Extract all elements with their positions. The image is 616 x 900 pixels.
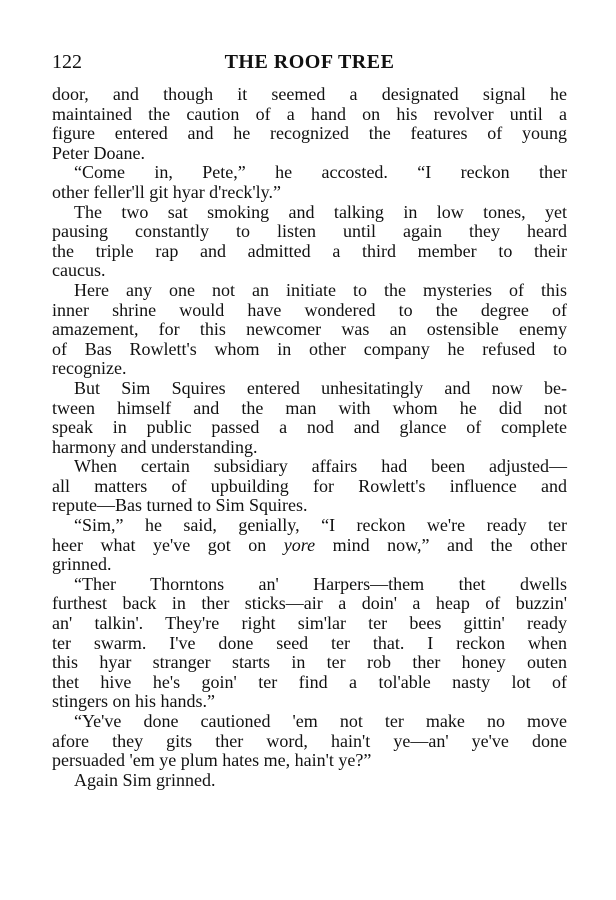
text-line: amazement, for this newcomer was an ostensible enemy [52, 319, 567, 340]
book-page [52, 47, 567, 790]
text-line: recognize. [52, 358, 127, 379]
paragraph [52, 771, 567, 791]
text-line: tween himself and the man with whom he did not [52, 397, 567, 418]
text-line: persuaded 'em ye plum hates me, hain't ye?” [52, 750, 372, 771]
paragraph [52, 203, 567, 281]
text-line: Peter Doane. [52, 142, 145, 163]
text-line: door, and though it seemed a designated signal he [52, 84, 567, 104]
text-line: of Bas Rowlett's whom in other company he refused to [52, 338, 567, 359]
text-line: ter swarm. I've done seed ter that. I reckon when [52, 632, 567, 653]
text-line: Here any one not an initiate to the mysteries of this [74, 279, 567, 300]
text-segment: mind now,” and the other [315, 534, 567, 555]
paragraph [52, 379, 567, 457]
text-line: thet hive he's goin' ter find a tol'able nasty lot of [52, 671, 567, 692]
text-line: stingers on his hands.” [52, 691, 215, 712]
text-line: “Come in, Pete,” he accosted. “I reckon ther [74, 162, 567, 183]
paragraph [52, 516, 567, 575]
text-line: The two sat smoking and talking in low tones, yet [74, 201, 567, 222]
text-line: grinned. [52, 554, 112, 575]
paragraph [52, 163, 567, 202]
text-line: repute—Bas turned to Sim Squires. [52, 495, 308, 516]
text-line: Again Sim grinned. [74, 769, 216, 790]
running-title: THE ROOF TREE [224, 51, 395, 73]
text-line: “Sim,” he said, genially, “I reckon we're ready ter [74, 515, 567, 536]
paragraph [52, 281, 567, 379]
text-segment: heer what ye've got on [52, 534, 284, 555]
paragraph [52, 575, 567, 712]
text-line: “Ther Thorntons an' Harpers—them thet dwells [74, 573, 567, 594]
page-number: 122 [52, 51, 82, 73]
text-line: “Ye've done cautioned 'em not ter make no move [74, 711, 567, 731]
text-line: But Sim Squires entered unhesitatingly and now be- [74, 377, 567, 398]
text-line: When certain subsidiary affairs had been adjusted— [74, 456, 567, 477]
text-line: afore they gits ther word, hain't ye—an' ye've done [52, 730, 567, 751]
text-line: the triple rap and admitted a third member to their [52, 240, 567, 261]
text-line: all matters of upbuilding for Rowlett's influence and [52, 475, 567, 496]
paragraph [52, 85, 567, 163]
text-line: inner shrine would have wondered to the degree of [52, 299, 567, 320]
text-line: furthest back in ther sticks—air a doin' a heap of buzzin' [52, 593, 567, 614]
text-line: pausing constantly to listen until again they heard [52, 221, 567, 242]
text-line: this hyar stranger starts in ter rob ther honey outen [52, 652, 567, 673]
text-line: caucus. [52, 260, 106, 281]
text-line: other feller'll git hyar d'reck'ly.” [52, 181, 281, 202]
text-line: an' talkin'. They're right sim'lar ter bees gittin' ready [52, 613, 567, 634]
text-line: figure entered and he recognized the features of young [52, 123, 567, 144]
text-line: maintained the caution of a hand on his revolver until a [52, 103, 567, 124]
paragraph [52, 712, 567, 771]
text-line: harmony and understanding. [52, 436, 258, 457]
text-line [52, 536, 567, 556]
running-head [52, 47, 567, 77]
paragraph [52, 457, 567, 516]
body-text [52, 85, 567, 790]
italic-word: yore [283, 534, 316, 555]
text-line: speak in public passed a nod and glance of complete [52, 417, 567, 438]
